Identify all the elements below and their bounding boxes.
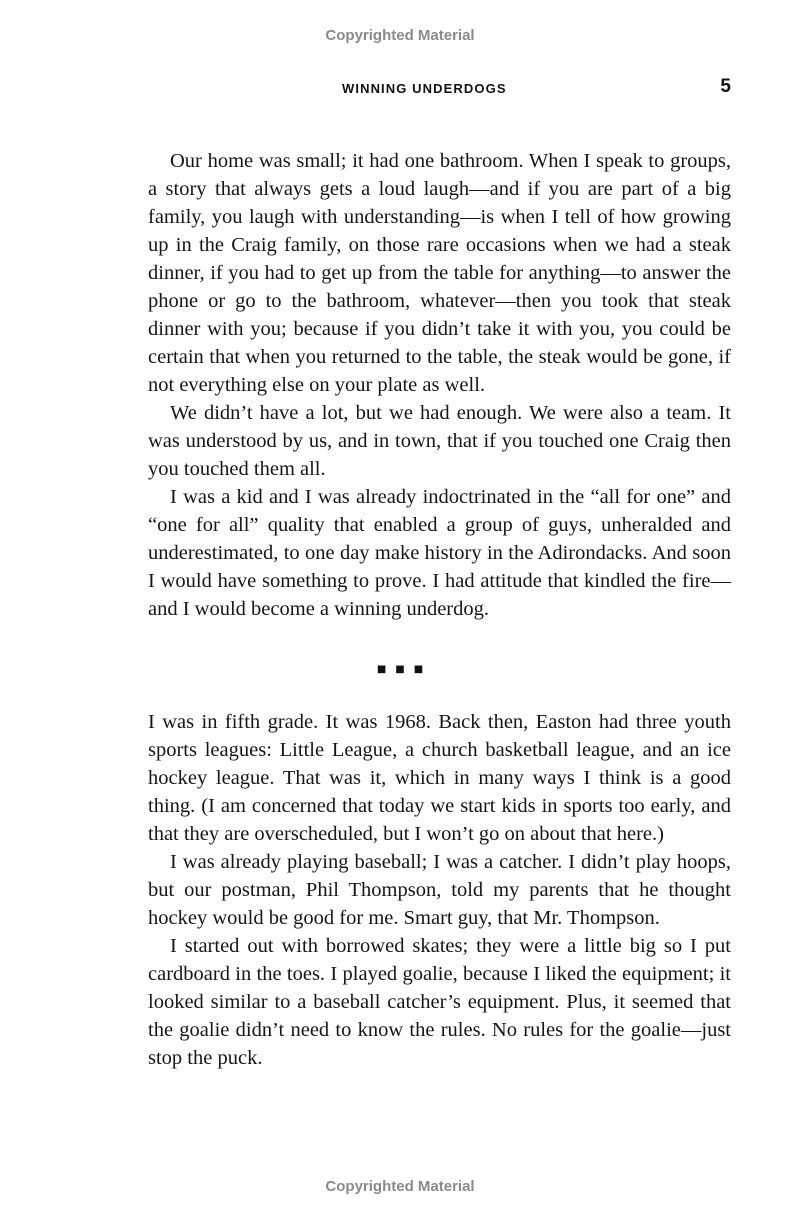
paragraph: I was already playing baseball; I was a catcher. I didn’t play hoops, but our postman, Phil Thompson, told my parents that he thought hockey would be good for me. Smart guy, that Mr. Thompson.	[148, 851, 731, 929]
page-number: 5	[720, 76, 731, 97]
paragraph: I was in fifth grade. It was 1968. Back then, Easton had three youth sports leagues: Little League, a church basketball league, and an ice hockey league. That was it, which in many ways I think is a good thing. (I am concerned that today we start kids in sports too early, and that they are overscheduled, but I won’t go on about that here.)	[148, 711, 731, 845]
paragraph: I was a kid and I was already indoctrinated in the “all for one” and “one for all” quality that enabled a group of guys, unheralded and underestimated, to one day make history in the Adirondacks. And soon I would have something to prove. I had attitude that kindled the fire—and I would become a winning underdog.	[148, 486, 731, 620]
running-header	[0, 76, 800, 100]
copyright-watermark-top: Copyrighted Material	[325, 27, 475, 44]
copyright-watermark-bottom: Copyrighted Material	[325, 1178, 475, 1195]
section-break-ornament: ■■■	[376, 664, 433, 675]
running-title: WINNING UNDERDOGS	[342, 81, 507, 96]
paragraph: I started out with borrowed skates; they were a little big so I put cardboard in the toes. I played goalie, because I liked the equipment; it looked similar to a baseball catcher’s equipment. Plus, it seemed that the goalie didn’t need to know the rules. No rules for the goalie—just stop the puck.	[148, 935, 731, 1069]
section-one	[148, 147, 731, 623]
paragraph: We didn’t have a lot, but we had enough. We were also a team. It was understood by us, and in town, that if you touched one Craig then you touched them all.	[148, 402, 731, 480]
section-two	[148, 708, 731, 1072]
paragraph: Our home was small; it had one bathroom. When I speak to groups, a story that always gets a loud laugh—and if you are part of a big family, you laugh with understanding—is when I tell of how growing up in the Craig family, on those rare occasions when we had a steak dinner, if you had to get up from the table for anything—to answer the phone or go to the bathroom, whatever—then you took that steak dinner with you; because if you didn’t take it with you, you could be certain that when you returned to the table, the steak would be gone, if not everything else on your plate as well.	[148, 150, 731, 396]
